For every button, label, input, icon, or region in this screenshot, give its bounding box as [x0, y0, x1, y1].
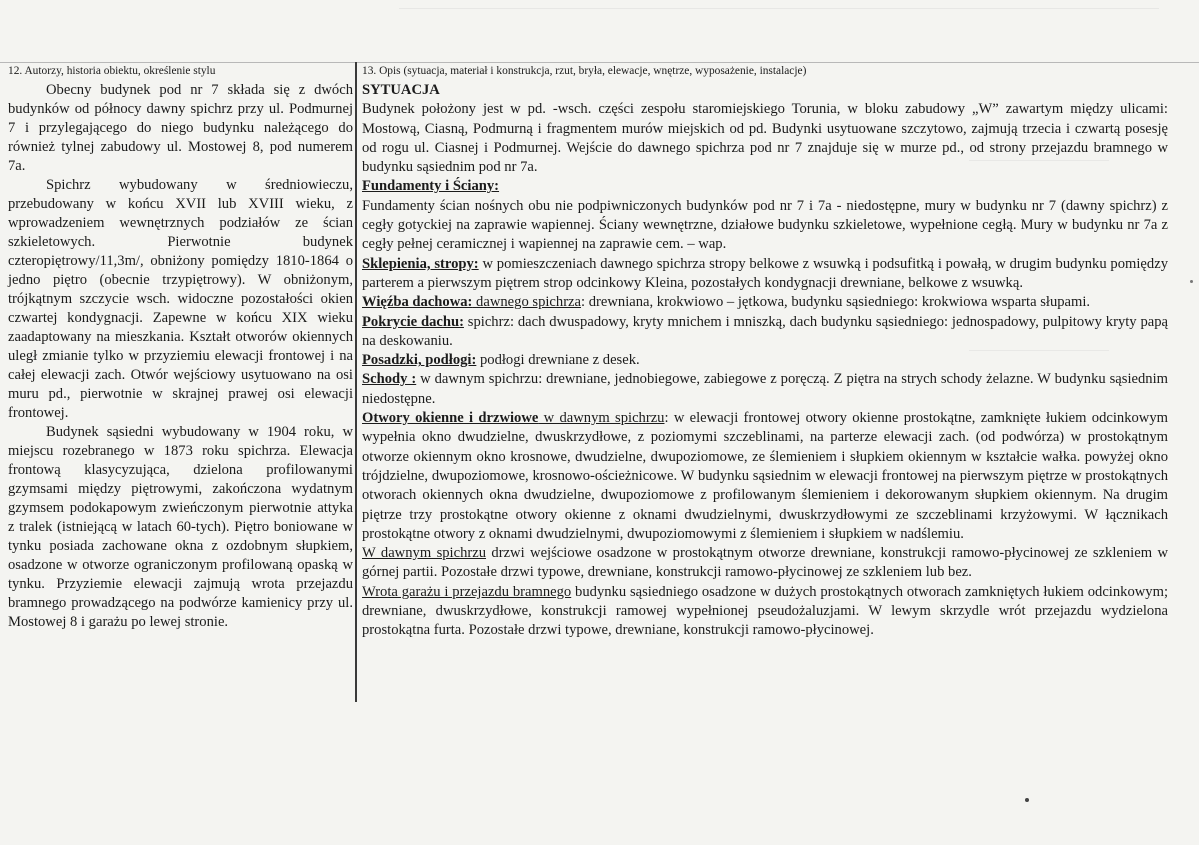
section-text: Fundamenty ścian nośnych obu nie podpiwniczonych budynków pod nr 7 i 7a - niedostępne, mury w budynku nr 7 (dawny spichrz) z cegły gotyckiej na zaprawie wapiennej. Ściany wewnętrzne, działowe budynku szkieletowe, wypełnione cegłą. Mury w budynku nr 7a z cegły pełnej ceramicznej i wapiennej na zaprawie cem. – wap. [362, 197, 1168, 253]
section [362, 544, 1168, 583]
section [362, 351, 1168, 370]
section-text: : drewniana, krokwiowo – jętkowa, budynku sąsiedniego: krokwiowa wsparta słupami. [581, 294, 1091, 311]
section-text: w dawnym spichrzu: drewniane, jednobiegowe, zabiegowe z poręczą. Z piętra na strych schody żelazne. W budynku sąsiednim niedostępne. [362, 371, 1168, 407]
section [362, 409, 1168, 544]
scan-speck [1190, 280, 1193, 283]
section-text: : w elewacji frontowej otwory okienne prostokątne, zamknięte łukiem odcinkowym wypełnia okno dwudzielne, dwuskrzydłowe, z poziomymi szczeblinami, na parterze elewacji zach. (od podwórza) w prostokątnym otworze okiennym okno krosnowe, dwudzielne, dwupoziomowe, ze ślemieniem i słupkiem okiennym w kształcie wałka. powyżej okno trójdzielne, dwupoziomowe, krosnowo-ościeżnicowe. W budynku sąsiednim w elewacji frontowej na pierwszym piętrze w prostokątnych otworach okiennych okna dwudzielne, dwupoziomowe z profilowanym ślemieniem i dekorowanym słupkiem okiennym. Na drugim piętrze trzy prostokątne otwory okienne z oknami dwudzielnymi, dwuskrzydłowymi ze szczeblinami krzyżowymi. W łącznikach prostokątne otwory z oknami dwudzielnymi, dwupoziomowymi z ślemieniem i słupkiem w nadślemiu. [362, 410, 1168, 542]
situation-title: SYTUACJA [362, 82, 440, 98]
section-sublabel: W dawnym spichrzu [362, 545, 487, 562]
section-label: Posadzki, podłogi: [362, 352, 477, 369]
section-sublabel: dawnego spichrza [472, 294, 582, 311]
section [362, 293, 1168, 312]
section-label: Sklepienia, stropy: [362, 255, 479, 272]
section-label: Otwory okienne i drzwiowe [362, 410, 539, 427]
column-divider [355, 62, 357, 702]
section-text: budynku sąsiedniego osadzone w dużych prostokątnych otworach zamkniętych łukiem odcinkowym; drewniane, dwuskrzydłowe, konstrukcji ramowej wypełnionej pseudożaluzjami. W lewym skrzydle wrót przejazdu wydzielona prostokątna furta. Pozostałe drzwi typowe, drewniane, konstrukcji ramowo-płycinowej. [362, 583, 1168, 639]
left-column [8, 63, 353, 632]
section [362, 370, 1168, 409]
section [362, 313, 1168, 352]
section-text: w pomieszczeniach dawnego spichrza stropy belkowe z wsuwką i podsufitką i powałą, w drugim budynku pomiędzy parterem a pierwszym piętrem strop odcinkowy Kleina, pozostałych kondygnacji drewniane, belkowe z wsuwką. [362, 255, 1168, 291]
section-text: spichrz: dach dwuspadowy, kryty mnichem i mniszką, dach budynku sąsiedniego: jednospadowy, pulpitowy kryty papą na deskowaniu. [362, 313, 1168, 349]
section-text: drzwi wejściowe osadzone w prostokątnym otworze drewniane, konstrukcji ramowo-płycinowej ze szkleniem w górnej partii. Pozostałe drzwi typowe, drewniane, konstrukcji ramowo-płycinowej ze szkleniem lub bez. [362, 545, 1168, 581]
section [362, 255, 1168, 294]
right-column-header: 13. Opis (sytuacja, materiał i konstrukcja, rzut, bryła, elewacje, wnętrze, wyposażenie, instalacje) [362, 65, 807, 77]
situation-text: Budynek położony jest w pd. -wsch. części zespołu staromiejskiego Torunia, w bloku zabudowy „W” zawartym między ulicami: Mostową, Ciasną, Podmurną i fragmentem murów miejskich od pd. Budynki usytuowane szczytowo, zajmują trzecia i czwartą posesję od rogu ul. Ciasnej i Podmurnej. Wejście do dawnego spichrza pod nr 7 znajduje się w murze pd., od strony przejazdu bramnego w budynku sąsiednim pod nr 7a. [362, 101, 1168, 176]
section-label: Schody : [362, 371, 417, 388]
left-paragraph: Obecny budynek pod nr 7 składa się z dwóch budynków od północy dawny spichrz przy ul. Podmurnej 7 i przylegającego do niego budynku należącego do również tylnej zabudowy ul. Mostowej 8, pod numerem 7a. [8, 82, 353, 174]
section-label: Fundamenty i Ściany: [362, 178, 500, 195]
left-paragraph: Budynek sąsiedni wybudowany w 1904 roku, w miejscu rozebranego w 1873 roku spichrza. Elewacja frontową klasycyzująca, dzielona profilowanymi gzymsami między piętrowymi, zakończona wydatnym gzymsem podokapowym zwieńczonym pierwotnie attyka z tralek (istniejącą w latach 60-tych). Piętro boniowane w tynku posiada zachowane okna z ozdobnym słupkiem, osadzone w otworze ograniczonym profilowaną opaską w tynku. Przyziemie elewacji zajmują wrota przejazdu bramnego prowadzącego na podwórze kamienicy przy ul. Mostowej 8 i garażu po lewej stronie. [8, 424, 353, 630]
section-sublabel: w dawnym spichrzu [538, 410, 665, 427]
section-label: Pokrycie dachu: [362, 313, 464, 330]
section-sublabel: Wrota garażu i przejazdu bramnego [362, 583, 572, 600]
bleed-through-lines [399, 8, 1159, 39]
left-paragraph: Spichrz wybudowany w średniowieczu, przebudowany w końcu XVII lub XVIII wieku, z wprowadzeniem wewnętrznych podziałów ze ścian szkieletowych. Pierwotnie budynek czteropiętrowy/11,3m/, obniżony pomiędzy 1810-1864 o jedno piętro (obecnie trzypiętrowy). W obniżonym, trójkątnym szczycie wsch. widoczne pozostałości okien czwartej kondygnacji. Zapewne w końcu XIX wieku zaadaptowany na mieszkania. Kształt otworów okiennych uległ zmianie tylko w przyziemiu elewacji frontowej i na całej elewacji zach. Otwór wejściowy usytuowano na osi muru pd., pierwotnie w skrajnej prawej osi elewacji frontowej. [8, 177, 353, 421]
scan-speck [1025, 798, 1029, 802]
left-column-header: 12. Autorzy, historia obiektu, określenie stylu [8, 65, 216, 77]
section-text: podłogi drewniane z desek. [476, 352, 640, 369]
section [362, 583, 1168, 641]
right-column [362, 63, 1168, 641]
section-label: Więźba dachowa: [362, 294, 473, 311]
